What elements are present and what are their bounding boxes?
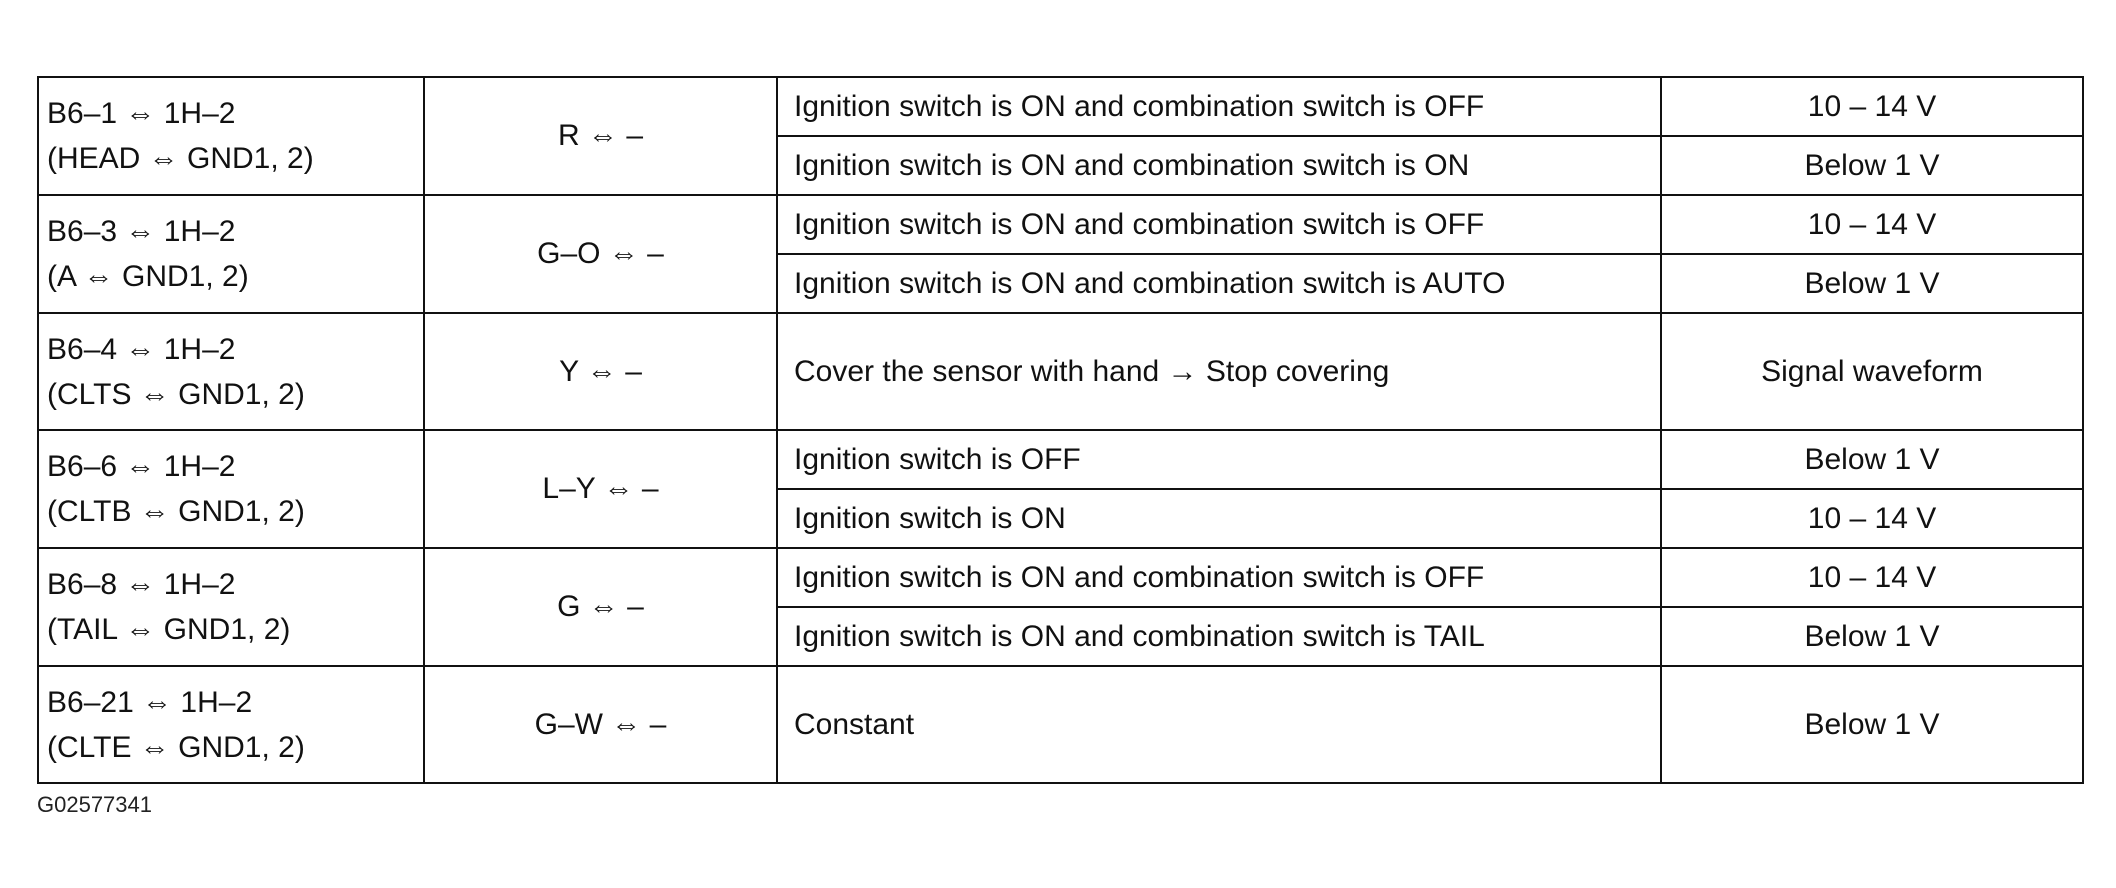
condition-cell: Ignition switch is OFF — [777, 430, 1661, 489]
spec-cell: 10 – 14 V — [1661, 77, 2083, 136]
terminal-signals: (CLTS ⇔ GND1, 2) — [47, 377, 305, 411]
spec-cell: Signal waveform — [1661, 313, 2083, 430]
terminal-signals: (TAIL ⇔ GND1, 2) — [47, 613, 291, 646]
wire-color-cell: G–O ⇔ – — [424, 195, 777, 313]
condition-cell: Ignition switch is ON and combination switch is ON — [777, 136, 1661, 195]
condition-cell: Ignition switch is ON and combination switch is TAIL — [777, 607, 1661, 666]
condition-cell: Ignition switch is ON and combination switch is AUTO — [777, 254, 1661, 313]
wire-color-cell: Y ⇔ – — [424, 313, 777, 430]
condition-cell: Ignition switch is ON — [777, 489, 1661, 548]
terminal-cell — [38, 548, 424, 666]
table-row — [38, 77, 2083, 136]
spec-cell: Below 1 V — [1661, 430, 2083, 489]
condition-cell: Cover the sensor with hand → Stop covering — [777, 313, 1661, 430]
condition-cell: Ignition switch is ON and combination switch is OFF — [777, 77, 1661, 136]
terminal-pins: B6–1 ⇔ 1H–2 — [47, 97, 236, 130]
condition-cell: Constant — [777, 666, 1661, 783]
spec-cell: 10 – 14 V — [1661, 489, 2083, 548]
wire-color-cell: G–W ⇔ – — [424, 666, 777, 783]
terminal-cell — [38, 313, 424, 430]
terminal-pins: B6–3 ⇔ 1H–2 — [47, 215, 236, 248]
terminal-signals: (CLTE ⇔ GND1, 2) — [47, 730, 305, 764]
inspection-table-container — [37, 76, 2084, 784]
terminal-pins: B6–6 ⇔ 1H–2 — [47, 450, 236, 483]
spec-cell: Below 1 V — [1661, 607, 2083, 666]
terminal-pins: B6–21 ⇔ 1H–2 — [47, 685, 253, 719]
spec-cell: Below 1 V — [1661, 254, 2083, 313]
spec-cell: 10 – 14 V — [1661, 195, 2083, 254]
table-row — [38, 430, 2083, 489]
terminal-pins: B6–8 ⇔ 1H–2 — [47, 568, 236, 601]
terminal-signals: (HEAD ⇔ GND1, 2) — [47, 142, 314, 175]
table-row — [38, 548, 2083, 607]
terminal-signals: (CLTB ⇔ GND1, 2) — [47, 495, 305, 528]
table-row — [38, 666, 2083, 783]
spec-cell: 10 – 14 V — [1661, 548, 2083, 607]
wire-color-cell: L–Y ⇔ – — [424, 430, 777, 548]
terminal-pins: B6–4 ⇔ 1H–2 — [47, 332, 236, 366]
wire-color-cell: G ⇔ – — [424, 548, 777, 666]
table-row — [38, 313, 2083, 430]
table-row — [38, 195, 2083, 254]
inspection-table — [37, 76, 2084, 784]
figure-id: G02577341 — [37, 792, 152, 817]
condition-cell: Ignition switch is ON and combination switch is OFF — [777, 548, 1661, 607]
condition-cell: Ignition switch is ON and combination switch is OFF — [777, 195, 1661, 254]
terminal-cell — [38, 430, 424, 548]
spec-cell: Below 1 V — [1661, 666, 2083, 783]
terminal-cell — [38, 195, 424, 313]
terminal-cell — [38, 77, 424, 195]
spec-cell: Below 1 V — [1661, 136, 2083, 195]
wire-color-cell: R ⇔ – — [424, 77, 777, 195]
terminal-cell — [38, 666, 424, 783]
terminal-signals: (A ⇔ GND1, 2) — [47, 260, 249, 293]
